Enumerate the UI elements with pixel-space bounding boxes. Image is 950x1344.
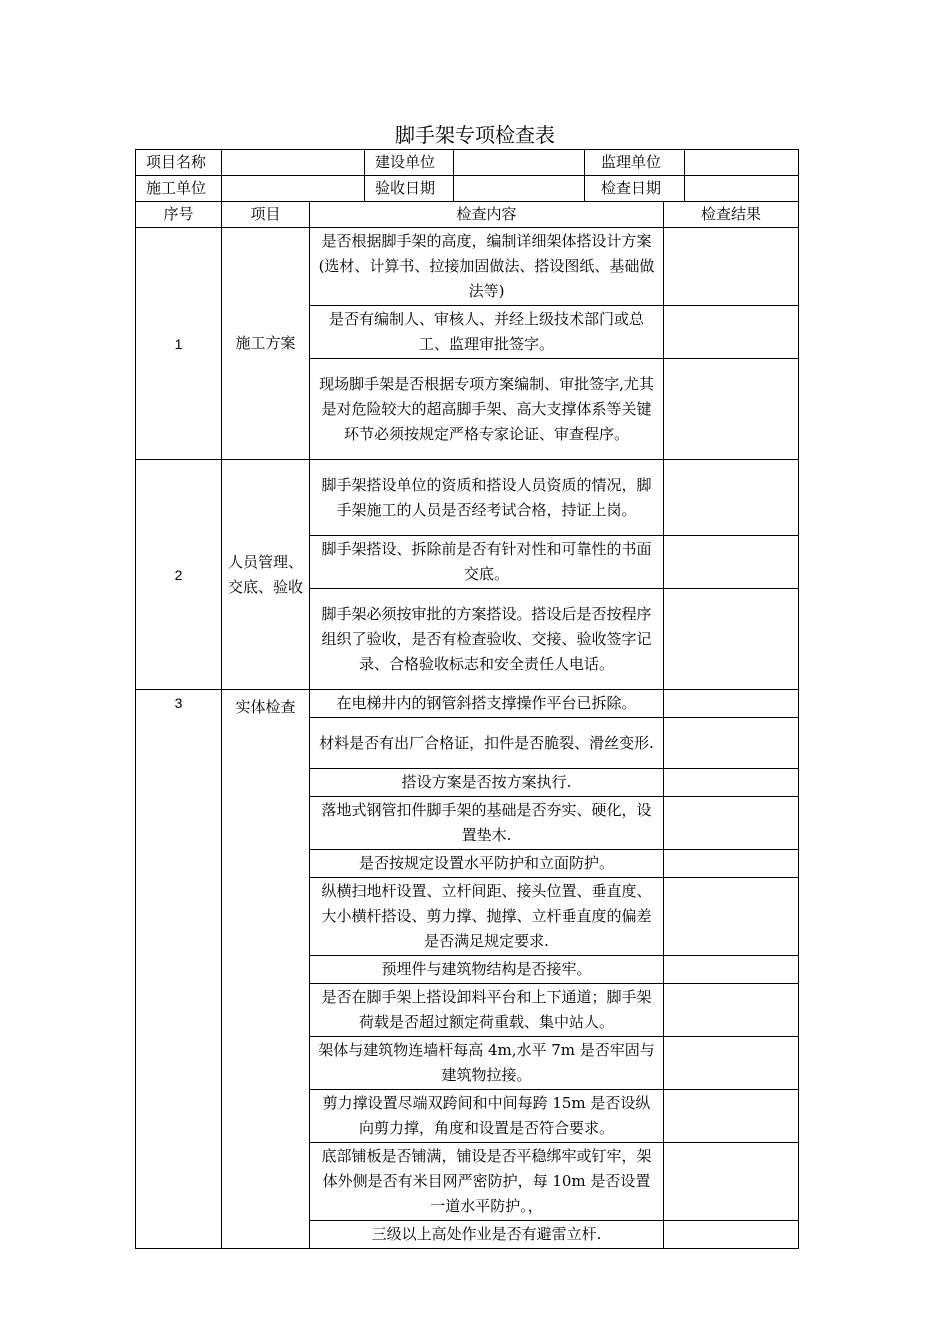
section-item: 人员管理、交底、验收 (222, 460, 310, 690)
column-header-content: 检查内容 (310, 202, 664, 228)
section-seq: 3 (136, 690, 222, 1249)
result-cell[interactable] (664, 359, 799, 460)
table-row (136, 460, 799, 536)
check-content: 底部铺板是否铺满，铺设是否平稳绑牢或钉牢，架体外侧是否有米目网严密防护，每 10m 是否设置一道水平防护。， (310, 1143, 664, 1221)
checklist-table (135, 201, 799, 1249)
check-content: 是否有编制人、审核人、并经上级技术部门或总工、监理审批签字。 (310, 306, 664, 359)
result-cell[interactable] (664, 769, 799, 797)
acceptance-date-field[interactable] (454, 176, 585, 202)
result-cell[interactable] (664, 1037, 799, 1090)
check-content: 预埋件与建筑物结构是否接牢。 (310, 956, 664, 984)
column-header-seq: 序号 (136, 202, 222, 228)
table-row (136, 690, 799, 718)
page-title: 脚手架专项检查表 (395, 123, 555, 147)
check-content: 脚手架搭设单位的资质和搭设人员资质的情况，脚手架施工的人员是否经考试合格，持证上岗。 (310, 460, 664, 536)
result-cell[interactable] (664, 589, 799, 690)
column-header-result: 检查结果 (664, 202, 799, 228)
check-content: 是否根据脚手架的高度，编制详细架体搭设计方案(选材、计算书、拉接加固做法、搭设图纸、基础做法等) (310, 228, 664, 306)
result-cell[interactable] (664, 460, 799, 536)
result-cell[interactable] (664, 536, 799, 589)
build-unit-field[interactable] (454, 150, 585, 176)
check-content: 现场脚手架是否根据专项方案编制、审批签字,尤其是对危险较大的超高脚手架、高大支撑体系等关键环节必须按规定严格专家论证、审查程序。 (310, 359, 664, 460)
construction-unit-field[interactable] (222, 176, 365, 202)
check-content: 是否按规定设置水平防护和立面防护。 (310, 850, 664, 878)
column-header-item: 项目 (222, 202, 310, 228)
header-row-2 (136, 176, 799, 202)
section-item: 实体检查 (222, 690, 310, 1249)
inspection-date-field[interactable] (685, 176, 799, 202)
acceptance-date-label: 验收日期 (365, 176, 454, 202)
construction-unit-label: 施工单位 (136, 176, 222, 202)
supervision-unit-field[interactable] (685, 150, 799, 176)
result-cell[interactable] (664, 1221, 799, 1249)
check-content: 剪力撑设置尽端双跨间和中间每跨 15m 是否设纵向剪力撑，角度和设置是否符合要求。 (310, 1090, 664, 1143)
result-cell[interactable] (664, 718, 799, 769)
check-content: 三级以上高处作业是否有避雷立杆. (310, 1221, 664, 1249)
result-cell[interactable] (664, 956, 799, 984)
check-content: 脚手架搭设、拆除前是否有针对性和可靠性的书面交底。 (310, 536, 664, 589)
check-content: 架体与建筑物连墙杆每高 4m,水平 7m 是否牢固与建筑物拉接。 (310, 1037, 664, 1090)
supervision-unit-label: 监理单位 (585, 150, 685, 176)
check-content: 材料是否有出厂合格证，扣件是否脆裂、滑丝变形. (310, 718, 664, 769)
result-cell[interactable] (664, 850, 799, 878)
check-content: 搭设方案是否按方案执行. (310, 769, 664, 797)
inspection-date-label: 检查日期 (585, 176, 685, 202)
section-seq: 2 (136, 460, 222, 690)
table-row (136, 228, 799, 306)
check-content: 落地式钢管扣件脚手架的基础是否夯实、硬化，设置垫木. (310, 797, 664, 850)
check-content: 是否在脚手架上搭设卸料平台和上下通道；脚手架荷载是否超过额定荷重载、集中站人。 (310, 984, 664, 1037)
result-cell[interactable] (664, 306, 799, 359)
project-name-field[interactable] (222, 150, 365, 176)
section-seq: 1 (136, 228, 222, 460)
result-cell[interactable] (664, 1090, 799, 1143)
check-content: 纵横扫地杆设置、立杆间距、接头位置、垂直度、大小横杆搭设、剪力撑、抛撑、立杆垂直度的偏差是否满足规定要求. (310, 878, 664, 956)
header-table (135, 149, 799, 202)
result-cell[interactable] (664, 1143, 799, 1221)
project-name-label: 项目名称 (136, 150, 222, 176)
result-cell[interactable] (664, 228, 799, 306)
build-unit-label: 建设单位 (365, 150, 454, 176)
check-content: 脚手架必须按审批的方案搭设。搭设后是否按程序组织了验收，是否有检查验收、交接、验收签字记录、合格验收标志和安全责任人电话。 (310, 589, 664, 690)
check-content: 在电梯井内的钢管斜搭支撑操作平台已拆除。 (310, 690, 664, 718)
result-cell[interactable] (664, 984, 799, 1037)
column-header-row (136, 202, 799, 228)
section-item: 施工方案 (222, 228, 310, 460)
result-cell[interactable] (664, 797, 799, 850)
header-row-1 (136, 150, 799, 176)
result-cell[interactable] (664, 878, 799, 956)
result-cell[interactable] (664, 690, 799, 718)
